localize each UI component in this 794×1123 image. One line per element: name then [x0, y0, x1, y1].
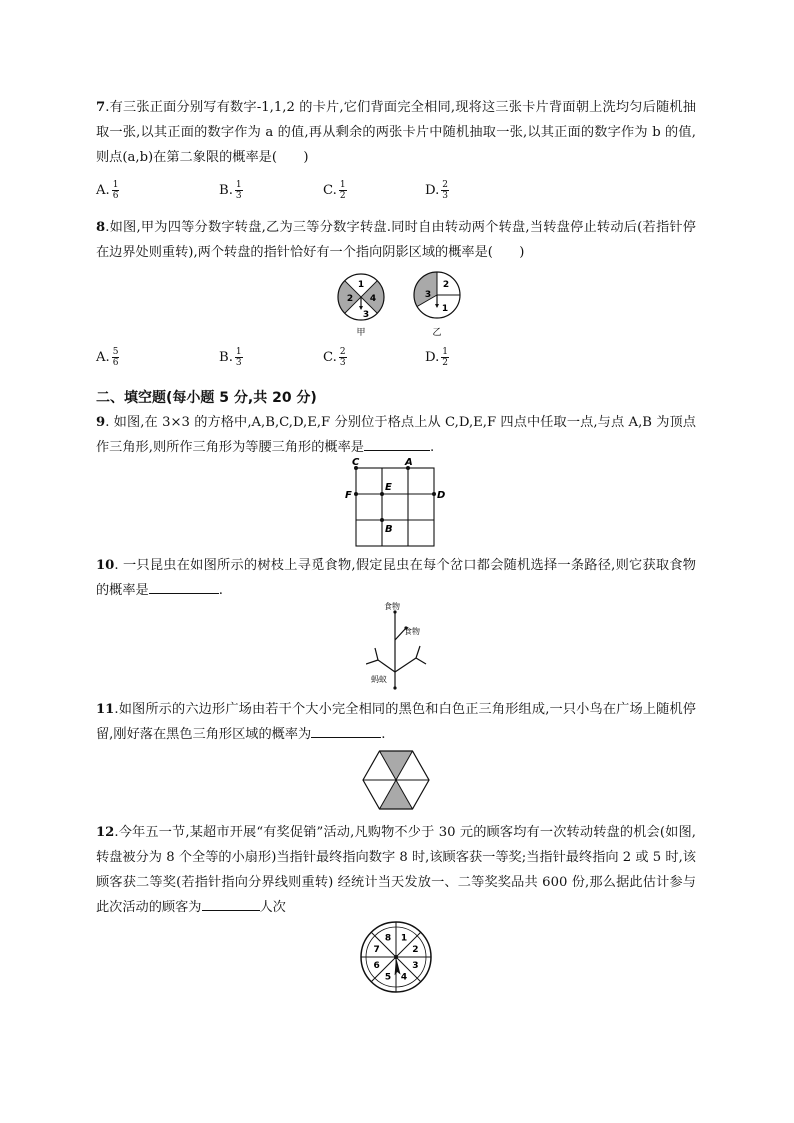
q7-option-d[interactable]: D. $\frac{2}{3}$	[425, 180, 449, 201]
jia-sector-3: 3	[362, 310, 370, 320]
question-12-text: .今年五一节,某超市开展“有奖促销”活动,凡购物不少于 30 元的顾客均有一次转动转盘的机会(如图,转盘被分为 8 个全等的小扇形)当指针最终指向数字 8 时,该顾客获一等奖;当指针最终指向 2 或 5 时,该顾客获二等奖(若指针指向分界线则重转) 经统计当天发放一、二等奖奖品共 600 份,那么据此估计参与此次活动的顾客为	[96, 825, 696, 915]
ant-label: 蚂蚁	[371, 675, 387, 684]
jia-sector-4: 4	[369, 294, 377, 304]
spinner-figure	[325, 268, 475, 340]
wheel-sector-3: 3	[412, 961, 419, 972]
q7-option-a[interactable]: A. $\frac{1}{6}$	[96, 180, 119, 201]
question-8-options	[96, 347, 696, 377]
food-label-mid: 食物	[404, 627, 420, 636]
yi-label: 乙	[432, 328, 442, 338]
q9-answer-blank[interactable]	[364, 436, 430, 451]
prize-wheel	[356, 917, 436, 997]
jia-sector-2: 2	[346, 294, 354, 304]
point-a: A	[405, 457, 413, 468]
jia-sector-1: 1	[357, 280, 365, 290]
yi-sector-3: 3	[424, 290, 432, 300]
spinner-yi	[414, 272, 460, 318]
point-f: F	[345, 490, 352, 501]
tree-figure	[366, 600, 436, 692]
spinner-jia	[338, 274, 384, 320]
jia-label: 甲	[356, 328, 366, 338]
wheel-sector-1: 1	[400, 933, 408, 944]
question-12-number: 12	[96, 825, 115, 840]
question-11-number: 11	[96, 702, 115, 717]
q8-option-c[interactable]: C. $\frac{2}{3}$	[323, 347, 346, 368]
question-9: 9. 如图,在 3×3 的方格中,A,B,C,D,E,F 分别位于格点上从 C,D,E,F 四点中任取一点,与点 A,B 为顶点作三角形,则所作三角形为等腰三角形的概率是 .	[96, 415, 696, 455]
q10-answer-blank[interactable]	[149, 579, 219, 594]
hexagon-figure	[355, 746, 437, 814]
question-7-text: .有三张正面分别写有数字-1,1,2 的卡片,它们背面完全相同,现将这三张卡片背面朝上洗均匀后随机抽取一张,以其正面的数字作为 a 的值,再从剩余的两张卡片中随机抽取一张,以其正面的数字作为 b 的值,则点(a,b)在第二象限的概率是( )	[96, 100, 696, 165]
question-8-text: .如图,甲为四等分数字转盘,乙为三等分数字转盘.同时自由转动两个转盘,当转盘停止转动后(若指针停在边界处则重转),两个转盘的指针恰好有一个指向阴影区域的概率是( )	[96, 220, 696, 260]
point-e: E	[385, 482, 392, 493]
question-9-number: 9	[96, 415, 106, 430]
point-b: B	[385, 524, 393, 535]
q7-option-b[interactable]: B. $\frac{1}{3}$	[219, 180, 242, 201]
wheel-sector-2: 2	[412, 944, 419, 955]
q11-answer-blank[interactable]	[311, 723, 381, 738]
question-9-text: . 如图,在 3×3 的方格中,A,B,C,D,E,F 分别位于格点上从 C,D,E,F 四点中任取一点,与点 A,B 为顶点作三角形,则所作三角形为等腰三角形的概率是	[96, 415, 696, 455]
wheel-sector-8: 8	[384, 933, 392, 944]
question-8	[96, 215, 696, 265]
wheel-sector-6: 6	[373, 961, 380, 972]
grid-figure	[342, 456, 454, 552]
q8-option-b[interactable]: B. $\frac{1}{3}$	[219, 347, 242, 368]
question-10-text: . 一只昆虫在如图所示的树枝上寻觅食物,假定昆虫在每个岔口都会随机选择一条路径,则它获取食物的概率是	[96, 558, 696, 598]
q8-option-d[interactable]: D. $\frac{1}{2}$	[425, 347, 449, 368]
question-10-number: 10	[96, 558, 115, 573]
question-7	[96, 95, 696, 170]
wheel-sector-4: 4	[400, 972, 408, 983]
q7-option-c[interactable]: C. $\frac{1}{2}$	[323, 180, 346, 201]
question-8-number: 8	[96, 220, 106, 235]
yi-sector-2: 2	[442, 280, 450, 290]
question-12: 12.今年五一节,某超市开展“有奖促销”活动,凡购物不少于 30 元的顾客均有一次转动转盘的机会(如图,转盘被分为 8 个全等的小扇形)当指针最终指向数字 8 时,该顾客获一等奖;当指针最终指向 2 或 5 时,该顾客获二等奖(若指针指向分界线则重转) 经统计当天发放一、二等奖奖品共 600 份,那么据此估计参与此次活动的顾客为 人次	[96, 825, 696, 915]
yi-sector-1: 1	[441, 304, 449, 314]
question-10: 10. 一只昆虫在如图所示的树枝上寻觅食物,假定昆虫在每个岔口都会随机选择一条路径,则它获取食物的概率是 .	[96, 558, 696, 598]
question-7-number: 7	[96, 100, 106, 115]
food-label-top: 食物	[384, 602, 400, 611]
question-11: 11.如图所示的六边形广场由若干个大小完全相同的黑色和白色正三角形组成,一只小鸟在广场上随机停留,刚好落在黑色三角形区域的概率为 .	[96, 702, 696, 742]
wheel-sector-7: 7	[373, 944, 380, 955]
q8-option-a[interactable]: A. $\frac{5}{6}$	[96, 347, 119, 368]
question-11-text: .如图所示的六边形广场由若干个大小完全相同的黑色和白色正三角形组成,一只小鸟在广场上随机停留,刚好落在黑色三角形区域的概率为	[96, 702, 696, 742]
wheel-sector-5: 5	[384, 972, 392, 983]
question-7-options	[96, 180, 696, 210]
point-c: C	[352, 457, 360, 468]
point-d: D	[437, 490, 446, 501]
section-title: 二、填空题(每小题 5 分,共 20 分)	[96, 390, 317, 406]
q12-answer-blank[interactable]	[202, 896, 260, 911]
